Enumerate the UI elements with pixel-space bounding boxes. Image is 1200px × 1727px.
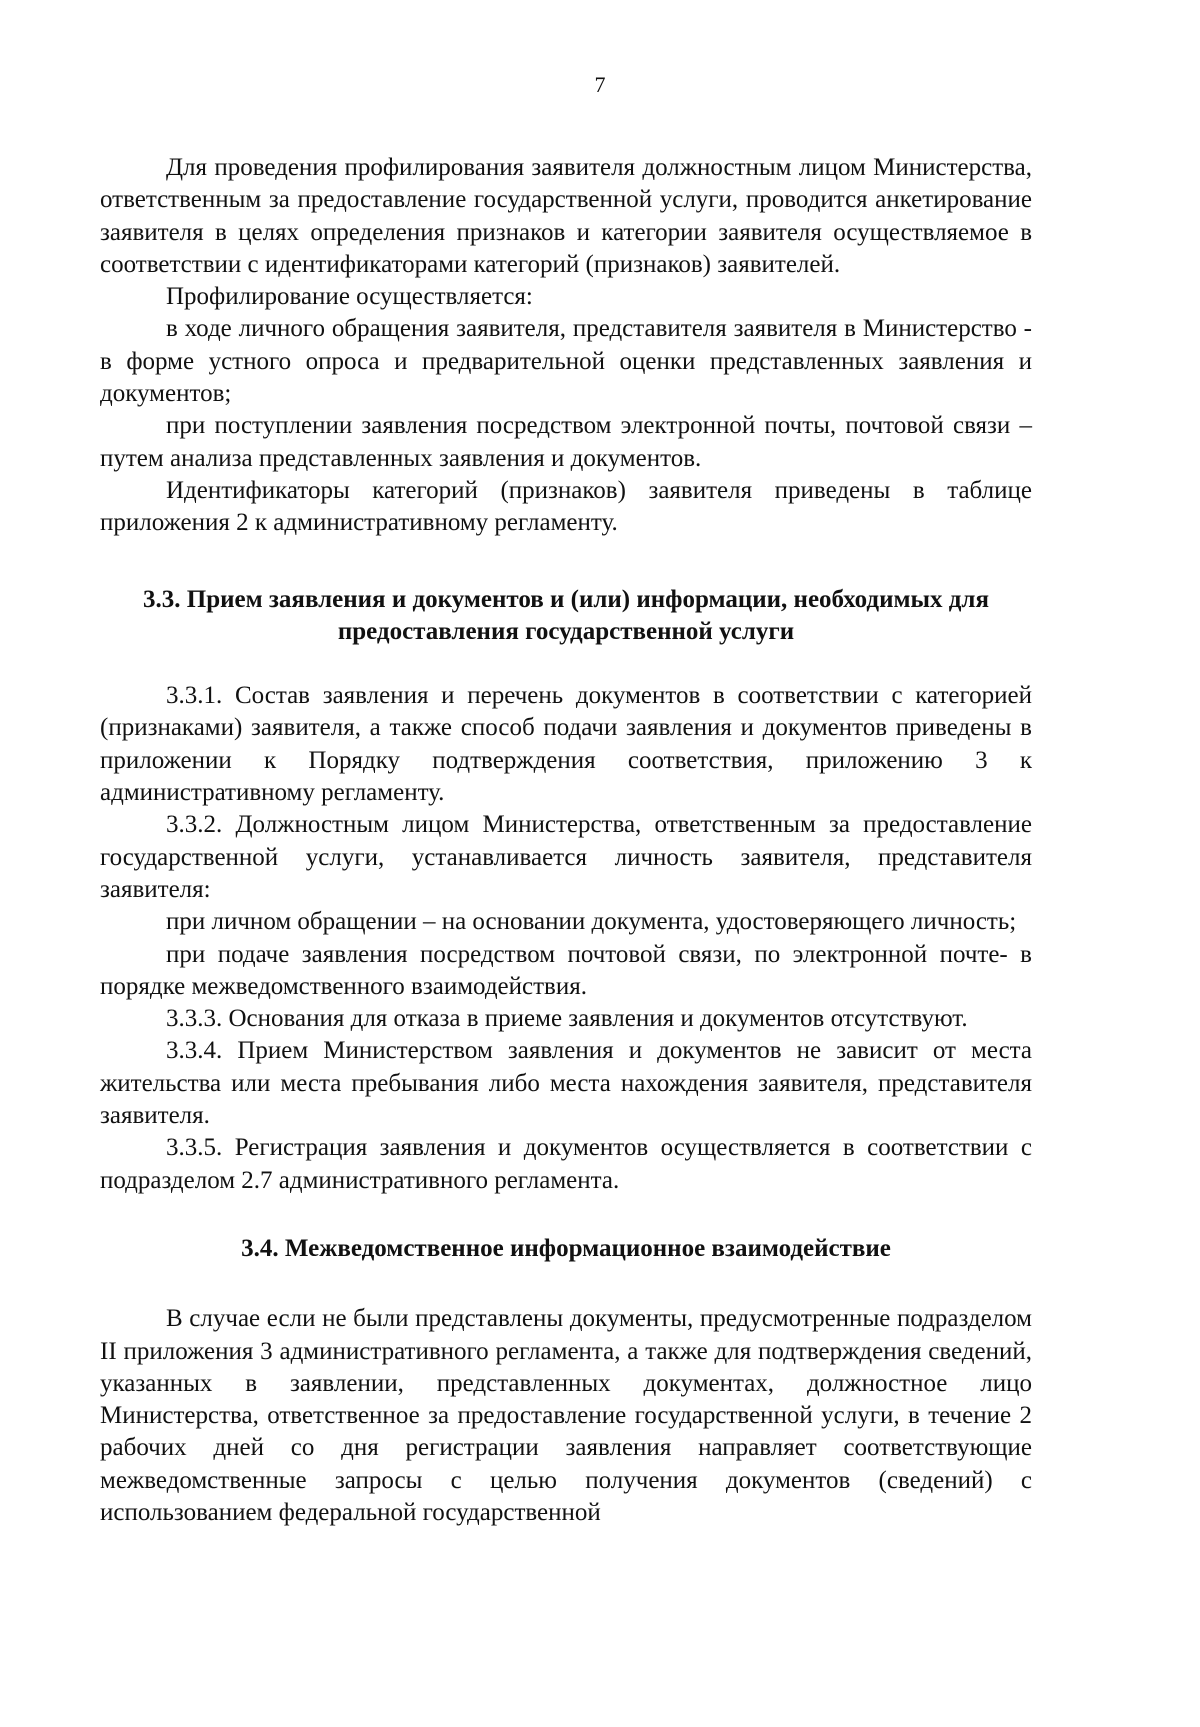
section-heading: 3.4. Межведомственное информационное взаимодействие (241, 1234, 891, 1262)
paragraph: Для проведения профилирования заявителя должностным лицом Министерства, ответственным за предоставление государственной услуги, проводится анкетирование заявителя в целях определения признаков и категории заявителя осуществляемое в соответствии с идентификаторами категорий (признаков) заявителей. (100, 154, 1032, 278)
paragraph: Профилирование осуществляется: (166, 283, 533, 311)
page-number: 7 (594, 72, 606, 97)
paragraph: В случае если не были представлены документы, предусмотренные подразделом II приложения 3 административного регламента, а также для подтверждения сведений, указанных в заявлении, представленных документах, должностное лицо Министерства, ответственное за предоставление государственной услуги, в течение 2 рабочих дней со дня регистрации заявления направляет соответствующие межведомственные запросы с целью получения документов (сведений) с использованием федеральной государственной (100, 1305, 1032, 1526)
paragraph: 3.3.4. Прием Министерством заявления и документов не зависит от места жительства или места пребывания либо места нахождения заявителя, представителя заявителя. (100, 1037, 1032, 1130)
paragraph: Идентификаторы категорий (признаков) заявителя приведены в таблице приложения 2 к административному регламенту. (100, 476, 1032, 537)
document-body (100, 152, 1032, 1529)
paragraph: 3.3.5. Регистрация заявления и документов осуществляется в соответствии с подразделом 2.7 административного регламента. (100, 1134, 1032, 1194)
paragraph: при подаче заявления посредством почтовой связи, по электронной почте- в порядке межведомственного взаимодействия. (100, 940, 1032, 1000)
paragraph: 3.3.3. Основания для отказа в приеме заявления и документов отсутствуют. (166, 1005, 968, 1033)
paragraph: 3.3.1. Состав заявления и перечень документов в соответствии с категорией (признаками) заявителя, а также способ подачи заявления и документов приведены в приложении к Порядку подтверждения соответствия, приложению 3 к административному регламенту. (100, 682, 1032, 807)
paragraph: 3.3.2. Должностным лицом Министерства, ответственным за предоставление государственной услуги, устанавливается личность заявителя, представителя заявителя: (100, 811, 1032, 903)
paragraph: при поступлении заявления посредством электронной почты, почтовой связи – путем анализа представленных заявления и документов. (100, 412, 1032, 472)
paragraph: в ходе личного обращения заявителя, представителя заявителя в Министерство - в форме устного опроса и предварительной оценки представленных заявления и документов; (100, 315, 1032, 408)
section-heading: 3.3. Прием заявления и документов и (или) информации, необходимых для предоставления государственной услуги (143, 585, 989, 645)
paragraph: при личном обращении – на основании документа, удостоверяющего личность; (166, 908, 1017, 936)
